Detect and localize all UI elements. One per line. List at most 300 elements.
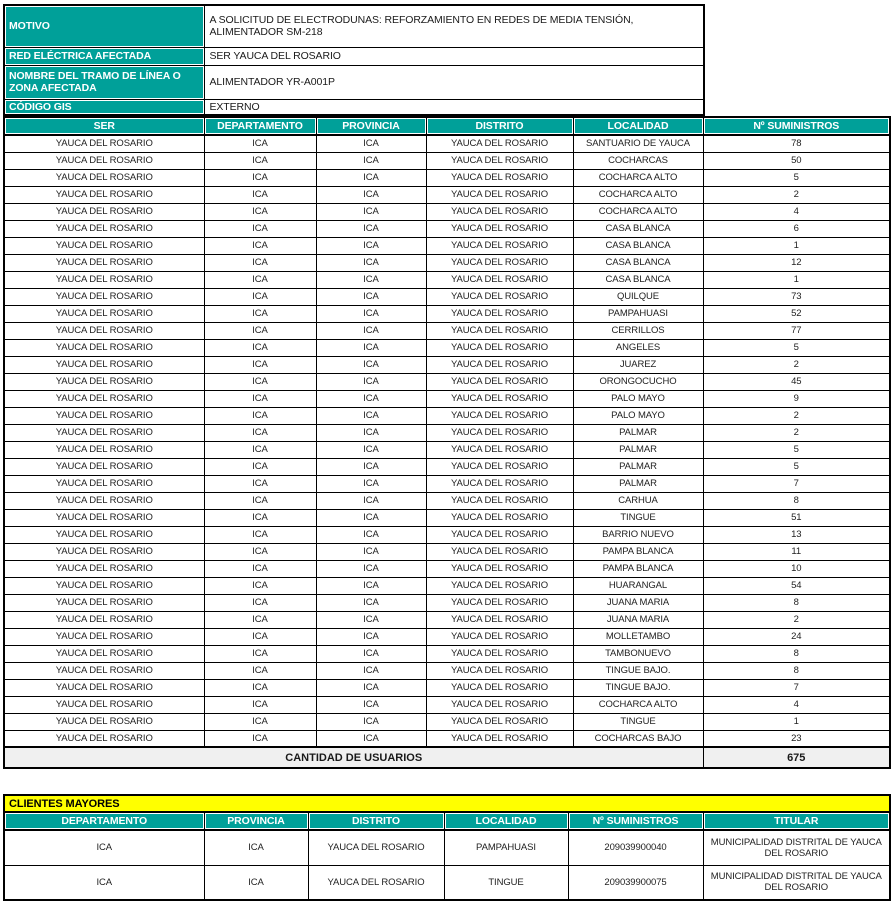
table-cell: YAUCA DEL ROSARIO <box>426 441 573 458</box>
table-cell: 52 <box>703 305 890 322</box>
suministro-row <box>4 390 890 407</box>
suministros-table <box>3 116 891 769</box>
suministro-row <box>4 135 890 152</box>
table-cell: 6 <box>703 220 890 237</box>
suministro-row <box>4 628 890 645</box>
table-cell: 78 <box>703 135 890 152</box>
table-cell: YAUCA DEL ROSARIO <box>426 679 573 696</box>
table-cell: ICA <box>316 288 426 305</box>
table-cell: ICA <box>204 662 316 679</box>
table-cell: SANTUARIO DE YAUCA <box>573 135 703 152</box>
cliente-mayor-row <box>4 830 890 865</box>
cm-col-header-titular: TITULAR <box>703 812 890 830</box>
table-cell: YAUCA DEL ROSARIO <box>4 152 204 169</box>
table-cell: ICA <box>316 220 426 237</box>
table-cell: ICA <box>316 696 426 713</box>
table-cell: YAUCA DEL ROSARIO <box>426 458 573 475</box>
table-cell: ICA <box>316 611 426 628</box>
table-cell: 5 <box>703 458 890 475</box>
motivo-label: MOTIVO <box>4 5 204 47</box>
table-cell: ICA <box>316 594 426 611</box>
codigo-gis-value: EXTERNO <box>204 99 704 115</box>
table-cell: ICA <box>316 237 426 254</box>
table-cell: YAUCA DEL ROSARIO <box>426 696 573 713</box>
table-cell: MUNICIPALIDAD DISTRITAL DE YAUCA DEL ROSARIO <box>703 830 890 865</box>
table-cell: YAUCA DEL ROSARIO <box>4 560 204 577</box>
table-cell: ICA <box>204 679 316 696</box>
table-cell: YAUCA DEL ROSARIO <box>4 628 204 645</box>
table-cell: ICA <box>204 237 316 254</box>
table-cell: ICA <box>204 611 316 628</box>
table-cell: 209039900075 <box>568 865 703 900</box>
table-cell: YAUCA DEL ROSARIO <box>4 305 204 322</box>
table-cell: ICA <box>316 628 426 645</box>
table-cell: ICA <box>204 458 316 475</box>
table-cell: YAUCA DEL ROSARIO <box>426 356 573 373</box>
table-cell: COCHARCA ALTO <box>573 696 703 713</box>
table-cell: YAUCA DEL ROSARIO <box>4 356 204 373</box>
table-cell: ICA <box>316 730 426 747</box>
suministro-row <box>4 407 890 424</box>
table-cell: TINGUE <box>573 509 703 526</box>
table-cell: YAUCA DEL ROSARIO <box>4 475 204 492</box>
table-cell: 51 <box>703 509 890 526</box>
table-cell: QUILQUE <box>573 288 703 305</box>
table-cell: 4 <box>703 203 890 220</box>
suministro-row <box>4 203 890 220</box>
table-cell: YAUCA DEL ROSARIO <box>426 713 573 730</box>
table-cell: YAUCA DEL ROSARIO <box>4 288 204 305</box>
suministro-row <box>4 169 890 186</box>
table-cell: 10 <box>703 560 890 577</box>
suministro-row <box>4 560 890 577</box>
table-cell: COCHARCA ALTO <box>573 186 703 203</box>
table-cell: 45 <box>703 373 890 390</box>
table-cell: 12 <box>703 254 890 271</box>
table-cell: YAUCA DEL ROSARIO <box>4 322 204 339</box>
info-table <box>3 4 705 116</box>
table-cell: 5 <box>703 441 890 458</box>
cm-col-header-suministros: Nº SUMINISTROS <box>568 812 703 830</box>
tramo-linea-value: ALIMENTADOR YR-A001P <box>204 65 704 99</box>
table-cell: YAUCA DEL ROSARIO <box>4 339 204 356</box>
table-cell: ICA <box>316 543 426 560</box>
table-cell: PALMAR <box>573 458 703 475</box>
info-row-codigo-gis <box>4 99 704 115</box>
table-cell: ICA <box>316 458 426 475</box>
table-cell: YAUCA DEL ROSARIO <box>4 679 204 696</box>
table-cell: YAUCA DEL ROSARIO <box>426 322 573 339</box>
table-cell: TINGUE <box>573 713 703 730</box>
table-cell: YAUCA DEL ROSARIO <box>426 662 573 679</box>
table-cell: 2 <box>703 186 890 203</box>
table-cell: ICA <box>204 713 316 730</box>
cm-col-header-departamento: DEPARTAMENTO <box>4 812 204 830</box>
table-cell: 1 <box>703 713 890 730</box>
table-cell: YAUCA DEL ROSARIO <box>426 492 573 509</box>
info-row-tramo-linea <box>4 65 704 99</box>
table-cell: PALO MAYO <box>573 390 703 407</box>
table-cell: ICA <box>316 713 426 730</box>
table-cell: ICA <box>316 271 426 288</box>
table-cell: YAUCA DEL ROSARIO <box>426 203 573 220</box>
table-cell: 209039900040 <box>568 830 703 865</box>
table-cell: 24 <box>703 628 890 645</box>
suministro-row <box>4 356 890 373</box>
table-cell: MOLLETAMBO <box>573 628 703 645</box>
suministro-row <box>4 713 890 730</box>
table-cell: ICA <box>204 322 316 339</box>
table-cell: CASA BLANCA <box>573 220 703 237</box>
table-cell: ICA <box>204 203 316 220</box>
table-cell: JUANA MARIA <box>573 611 703 628</box>
table-cell: JUAREZ <box>573 356 703 373</box>
suministro-row <box>4 645 890 662</box>
table-cell: YAUCA DEL ROSARIO <box>426 628 573 645</box>
clientes-mayores-body <box>4 830 890 900</box>
table-cell: ICA <box>316 560 426 577</box>
table-cell: 5 <box>703 169 890 186</box>
table-cell: ICA <box>204 339 316 356</box>
table-cell: 2 <box>703 424 890 441</box>
suministros-table-footer <box>4 747 890 768</box>
table-cell: TINGUE <box>444 865 568 900</box>
table-cell: ICA <box>204 577 316 594</box>
table-cell: ICA <box>316 390 426 407</box>
table-cell: 2 <box>703 356 890 373</box>
table-cell: YAUCA DEL ROSARIO <box>4 390 204 407</box>
table-cell: ICA <box>316 526 426 543</box>
table-cell: YAUCA DEL ROSARIO <box>426 135 573 152</box>
table-cell: COCHARCA ALTO <box>573 203 703 220</box>
info-row-motivo <box>4 5 704 47</box>
table-cell: ICA <box>204 628 316 645</box>
table-cell: YAUCA DEL ROSARIO <box>426 271 573 288</box>
table-cell: PALMAR <box>573 475 703 492</box>
table-cell: ICA <box>316 203 426 220</box>
table-cell: 23 <box>703 730 890 747</box>
table-cell: TINGUE BAJO. <box>573 662 703 679</box>
table-cell: YAUCA DEL ROSARIO <box>426 543 573 560</box>
table-cell: ICA <box>204 492 316 509</box>
suministro-row <box>4 475 890 492</box>
suministro-row <box>4 152 890 169</box>
suministro-row <box>4 730 890 747</box>
table-cell: COCHARCAS BAJO <box>573 730 703 747</box>
table-cell: ICA <box>316 322 426 339</box>
table-cell: ICA <box>204 186 316 203</box>
table-cell: YAUCA DEL ROSARIO <box>308 830 444 865</box>
table-cell: YAUCA DEL ROSARIO <box>4 220 204 237</box>
table-cell: YAUCA DEL ROSARIO <box>4 424 204 441</box>
col-header-suministros: Nº SUMINISTROS <box>703 117 890 135</box>
table-cell: TAMBONUEVO <box>573 645 703 662</box>
table-cell: YAUCA DEL ROSARIO <box>4 577 204 594</box>
table-cell: YAUCA DEL ROSARIO <box>4 135 204 152</box>
table-cell: 8 <box>703 594 890 611</box>
table-cell: 1 <box>703 237 890 254</box>
table-cell: 77 <box>703 322 890 339</box>
table-cell: ICA <box>316 407 426 424</box>
table-cell: YAUCA DEL ROSARIO <box>426 288 573 305</box>
suministro-row <box>4 322 890 339</box>
table-cell: YAUCA DEL ROSARIO <box>4 543 204 560</box>
col-header-ser: SER <box>4 117 204 135</box>
table-cell: YAUCA DEL ROSARIO <box>426 645 573 662</box>
table-cell: 50 <box>703 152 890 169</box>
table-cell: ICA <box>316 492 426 509</box>
table-cell: YAUCA DEL ROSARIO <box>4 713 204 730</box>
table-cell: YAUCA DEL ROSARIO <box>4 186 204 203</box>
suministros-table-header <box>4 117 890 135</box>
table-cell: 9 <box>703 390 890 407</box>
suministro-row <box>4 662 890 679</box>
table-cell: YAUCA DEL ROSARIO <box>426 169 573 186</box>
table-cell: YAUCA DEL ROSARIO <box>308 865 444 900</box>
table-cell: CASA BLANCA <box>573 237 703 254</box>
clientes-mayores-title: CLIENTES MAYORES <box>4 795 890 812</box>
table-cell: ICA <box>204 509 316 526</box>
motivo-value: A SOLICITUD DE ELECTRODUNAS: REFORZAMIENTO EN REDES DE MEDIA TENSIÓN, ALIMENTADOR SM-218 <box>204 5 704 47</box>
table-cell: YAUCA DEL ROSARIO <box>4 509 204 526</box>
table-cell: ICA <box>316 356 426 373</box>
table-cell: 1 <box>703 271 890 288</box>
table-cell: ICA <box>316 305 426 322</box>
suministro-row <box>4 305 890 322</box>
col-header-provincia: PROVINCIA <box>316 117 426 135</box>
suministros-table-body <box>4 135 890 747</box>
table-cell: YAUCA DEL ROSARIO <box>426 220 573 237</box>
suministro-row <box>4 509 890 526</box>
table-cell: ICA <box>316 135 426 152</box>
table-cell: YAUCA DEL ROSARIO <box>4 611 204 628</box>
table-cell: YAUCA DEL ROSARIO <box>426 475 573 492</box>
table-cell: ICA <box>316 679 426 696</box>
table-cell: ICA <box>204 865 308 900</box>
red-electrica-label: RED ELÉCTRICA AFECTADA <box>4 47 204 65</box>
table-cell: PAMPA BLANCA <box>573 543 703 560</box>
table-cell: ICA <box>204 288 316 305</box>
suministro-row <box>4 458 890 475</box>
table-cell: COCHARCA ALTO <box>573 169 703 186</box>
table-cell: BARRIO NUEVO <box>573 526 703 543</box>
table-cell: YAUCA DEL ROSARIO <box>426 186 573 203</box>
suministro-row <box>4 543 890 560</box>
suministro-row <box>4 611 890 628</box>
table-cell: YAUCA DEL ROSARIO <box>4 458 204 475</box>
table-cell: 4 <box>703 696 890 713</box>
suministro-row <box>4 594 890 611</box>
table-cell: YAUCA DEL ROSARIO <box>4 696 204 713</box>
table-cell: ICA <box>316 254 426 271</box>
table-cell: YAUCA DEL ROSARIO <box>4 203 204 220</box>
table-cell: ICA <box>316 169 426 186</box>
suministro-row <box>4 441 890 458</box>
total-label: CANTIDAD DE USUARIOS <box>4 747 703 768</box>
suministro-row <box>4 288 890 305</box>
table-cell: YAUCA DEL ROSARIO <box>426 373 573 390</box>
table-cell: YAUCA DEL ROSARIO <box>426 339 573 356</box>
table-cell: ICA <box>204 560 316 577</box>
table-cell: YAUCA DEL ROSARIO <box>426 730 573 747</box>
cm-col-header-localidad: LOCALIDAD <box>444 812 568 830</box>
table-cell: ICA <box>316 645 426 662</box>
table-cell: YAUCA DEL ROSARIO <box>426 407 573 424</box>
table-cell: 8 <box>703 662 890 679</box>
table-cell: YAUCA DEL ROSARIO <box>426 509 573 526</box>
table-cell: CASA BLANCA <box>573 254 703 271</box>
cm-col-header-provincia: PROVINCIA <box>204 812 308 830</box>
table-cell: PAMPA BLANCA <box>573 560 703 577</box>
table-cell: ICA <box>204 696 316 713</box>
table-cell: ICA <box>204 645 316 662</box>
table-cell: ICA <box>4 830 204 865</box>
table-cell: YAUCA DEL ROSARIO <box>426 560 573 577</box>
table-cell: YAUCA DEL ROSARIO <box>426 152 573 169</box>
table-cell: PAMPAHUASI <box>573 305 703 322</box>
table-cell: ICA <box>316 441 426 458</box>
suministro-row <box>4 577 890 594</box>
table-cell: YAUCA DEL ROSARIO <box>426 390 573 407</box>
table-cell: ICA <box>204 169 316 186</box>
suministro-row <box>4 237 890 254</box>
table-cell: ANGELES <box>573 339 703 356</box>
table-cell: ICA <box>204 830 308 865</box>
table-cell: YAUCA DEL ROSARIO <box>4 373 204 390</box>
table-cell: YAUCA DEL ROSARIO <box>426 424 573 441</box>
table-cell: ICA <box>316 152 426 169</box>
table-cell: MUNICIPALIDAD DISTRITAL DE YAUCA DEL ROSARIO <box>703 865 890 900</box>
table-cell: YAUCA DEL ROSARIO <box>4 271 204 288</box>
table-cell: ICA <box>204 220 316 237</box>
suministro-row <box>4 492 890 509</box>
table-cell: ICA <box>4 865 204 900</box>
table-cell: ICA <box>204 441 316 458</box>
table-cell: YAUCA DEL ROSARIO <box>426 305 573 322</box>
table-cell: YAUCA DEL ROSARIO <box>4 492 204 509</box>
table-cell: ICA <box>204 407 316 424</box>
table-cell: PALMAR <box>573 441 703 458</box>
suministro-row <box>4 679 890 696</box>
info-row-red-electrica <box>4 47 704 65</box>
table-cell: ICA <box>204 254 316 271</box>
section-gap <box>3 769 895 794</box>
table-cell: 11 <box>703 543 890 560</box>
table-cell: ICA <box>316 475 426 492</box>
table-cell: 8 <box>703 645 890 662</box>
clientes-mayores-header <box>4 795 890 830</box>
suministro-row <box>4 526 890 543</box>
table-cell: CASA BLANCA <box>573 271 703 288</box>
table-cell: ICA <box>316 509 426 526</box>
table-cell: CERRILLOS <box>573 322 703 339</box>
table-cell: ICA <box>204 152 316 169</box>
table-cell: ORONGOCUCHO <box>573 373 703 390</box>
table-cell: ICA <box>316 339 426 356</box>
suministro-row <box>4 696 890 713</box>
table-cell: ICA <box>204 135 316 152</box>
table-cell: ICA <box>204 424 316 441</box>
table-cell: YAUCA DEL ROSARIO <box>426 577 573 594</box>
cliente-mayor-row <box>4 865 890 900</box>
tramo-linea-label: NOMBRE DEL TRAMO DE LÍNEA O ZONA AFECTADA <box>4 65 204 99</box>
table-cell: YAUCA DEL ROSARIO <box>4 594 204 611</box>
suministro-row <box>4 254 890 271</box>
table-cell: 7 <box>703 475 890 492</box>
table-cell: ICA <box>204 730 316 747</box>
table-cell: 2 <box>703 407 890 424</box>
col-header-localidad: LOCALIDAD <box>573 117 703 135</box>
table-cell: 8 <box>703 492 890 509</box>
table-cell: 13 <box>703 526 890 543</box>
table-cell: ICA <box>316 186 426 203</box>
red-electrica-value: SER YAUCA DEL ROSARIO <box>204 47 704 65</box>
table-cell: YAUCA DEL ROSARIO <box>4 645 204 662</box>
cm-col-header-distrito: DISTRITO <box>308 812 444 830</box>
table-cell: ICA <box>316 577 426 594</box>
suministro-row <box>4 186 890 203</box>
table-cell: YAUCA DEL ROSARIO <box>4 407 204 424</box>
table-cell: 7 <box>703 679 890 696</box>
col-header-distrito: DISTRITO <box>426 117 573 135</box>
table-cell: ICA <box>204 305 316 322</box>
suministro-row <box>4 424 890 441</box>
table-cell: YAUCA DEL ROSARIO <box>4 254 204 271</box>
table-cell: YAUCA DEL ROSARIO <box>4 441 204 458</box>
table-cell: YAUCA DEL ROSARIO <box>4 730 204 747</box>
table-cell: COCHARCAS <box>573 152 703 169</box>
table-cell: JUANA MARIA <box>573 594 703 611</box>
table-cell: ICA <box>204 271 316 288</box>
table-cell: 5 <box>703 339 890 356</box>
table-cell: ICA <box>316 373 426 390</box>
total-row <box>4 747 890 768</box>
table-cell: ICA <box>204 390 316 407</box>
table-cell: ICA <box>204 543 316 560</box>
table-cell: ICA <box>316 424 426 441</box>
codigo-gis-label: CÓDIGO GIS <box>4 99 204 115</box>
table-cell: ICA <box>316 662 426 679</box>
table-cell: YAUCA DEL ROSARIO <box>426 611 573 628</box>
table-cell: YAUCA DEL ROSARIO <box>4 237 204 254</box>
suministro-row <box>4 220 890 237</box>
suministro-row <box>4 373 890 390</box>
table-cell: YAUCA DEL ROSARIO <box>426 237 573 254</box>
table-cell: ICA <box>204 594 316 611</box>
total-value: 675 <box>703 747 890 768</box>
table-cell: YAUCA DEL ROSARIO <box>426 254 573 271</box>
table-cell: HUARANGAL <box>573 577 703 594</box>
table-cell: ICA <box>204 356 316 373</box>
table-cell: ICA <box>204 475 316 492</box>
table-cell: YAUCA DEL ROSARIO <box>4 662 204 679</box>
table-cell: PALO MAYO <box>573 407 703 424</box>
table-cell: YAUCA DEL ROSARIO <box>4 169 204 186</box>
table-cell: 73 <box>703 288 890 305</box>
table-cell: YAUCA DEL ROSARIO <box>4 526 204 543</box>
table-cell: TINGUE BAJO. <box>573 679 703 696</box>
table-cell: CARHUA <box>573 492 703 509</box>
table-cell: ICA <box>204 526 316 543</box>
table-cell: 54 <box>703 577 890 594</box>
clientes-mayores-table <box>3 794 891 901</box>
suministro-row <box>4 271 890 288</box>
table-cell: ICA <box>204 373 316 390</box>
table-cell: PALMAR <box>573 424 703 441</box>
suministro-row <box>4 339 890 356</box>
col-header-departamento: DEPARTAMENTO <box>204 117 316 135</box>
table-cell: 2 <box>703 611 890 628</box>
